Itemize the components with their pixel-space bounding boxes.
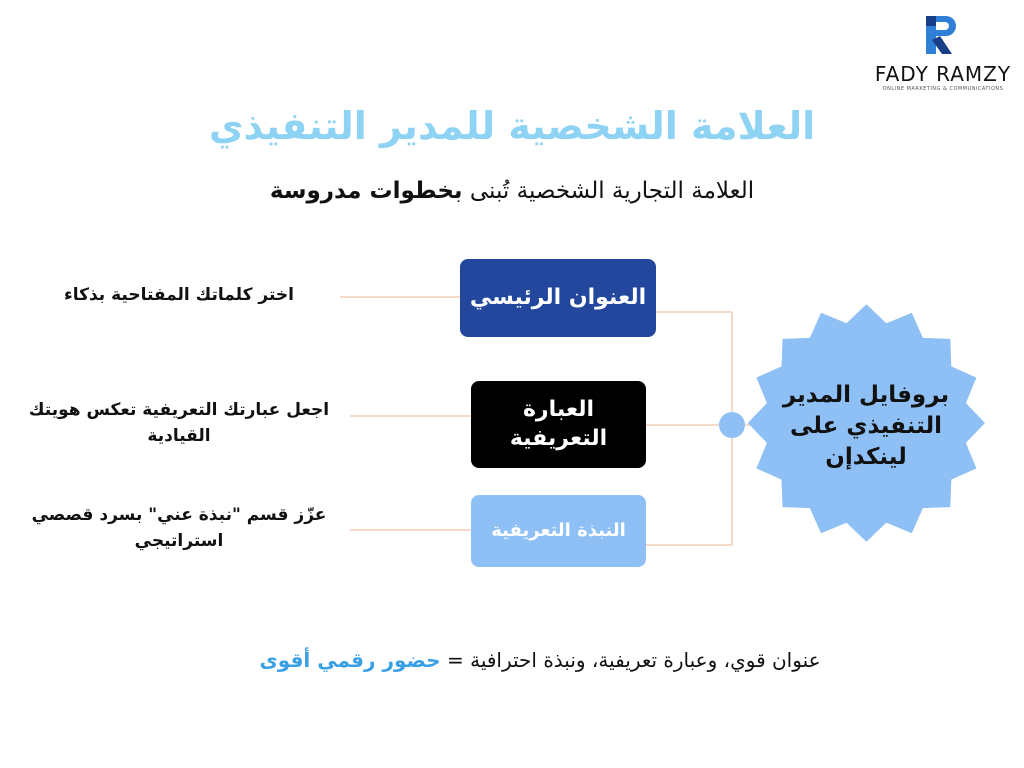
subtitle-text: العلامة التجارية الشخصية تُبنى	[469, 178, 755, 204]
logo-tagline: ONLINE MARKETING & COMMUNICATIONS	[882, 86, 1004, 92]
tip-tagline: اجعل عبارتك التعريفية تعكس هويتك القيادية	[28, 400, 330, 446]
footer-text: عنوان قوي، وعبارة تعريفية، ونبذة احترافية =	[446, 648, 821, 672]
footer-summary	[150, 648, 930, 672]
tip-about: عزّز قسم "نبذة عني" بسرد قصصي استراتيجي	[31, 505, 327, 551]
page-title: العلامة الشخصية للمدير التنفيذي	[208, 104, 816, 148]
branch-box-tagline: العبارة التعريفية	[471, 381, 646, 468]
branch-box-headline: العنوان الرئيسي	[460, 259, 656, 337]
center-node-label: بروفايل المدير التنفيذي على لينكدإن	[782, 382, 950, 471]
footer-highlight: حضور رقمي أقوى	[259, 648, 441, 672]
subtitle-bold: بخطوات مدروسة	[269, 178, 463, 204]
tip-headline: اختر كلماتك المفتاحية بذكاء	[64, 285, 294, 305]
logo-name: FADY RAMZY	[874, 62, 1012, 86]
branch-box-about: النبذة التعريفية	[471, 495, 646, 567]
junction-dot	[719, 412, 745, 438]
